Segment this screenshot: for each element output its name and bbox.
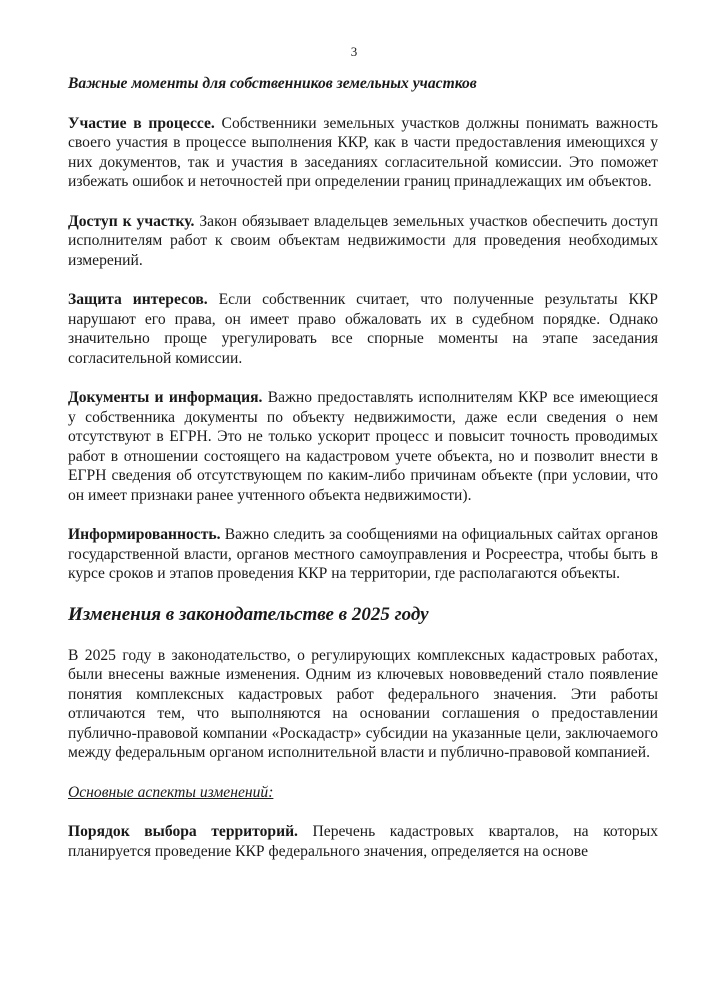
paragraph-text: Важно следить за сообщениями на официальных сайтах органов государственной власти, органов местного самоуправления и Росреестра, чтобы быть в курсе сроков и этапов проведения ККР на территории, где располагаются объекты. [68,526,658,582]
document-body [68,74,658,881]
paragraph-text: Важно предоставлять исполнителям ККР все имеющиеся у собственника документы по объекту недвижимости, даже если сведения о нем отсутствуют в ЕГРН. Это не только ускорит процесс и повысит точность проводимых работ в отношении состоящего на кадастровом учете объекта, но и позволит внести в ЕГРН сведения об отсутствующем по каким-либо причинам объекте (при условии, что он имеет признаки ранее учтенного объекта недвижимости). [68,389,658,504]
section-heading-owners: Важные моменты для собственников земельных участков [68,75,477,92]
paragraph-text: Собственники земельных участков должны понимать важность своего участия в процессе выполнения ККР, как в части предоставления имеющихся у них документов, так и участия в заседаниях согласительной комиссии. Это поможет избежать ошибок и неточностей при определении границ принадлежащих им объектов. [68,114,658,190]
paragraph-lead: Порядок выбора территорий. [68,823,298,840]
paragraph-access [68,212,658,271]
paragraph-lead: Защита интересов. [68,291,208,308]
paragraph-documents [68,388,658,505]
paragraph-lead: Документы и информация. [68,389,263,406]
paragraph-lead: Информированность. [68,526,221,543]
paragraph-lead: Доступ к участку. [68,212,195,230]
paragraph-awareness [68,525,658,584]
paragraph-protection [68,290,658,368]
paragraph-lead: Участие в процессе. [68,114,215,132]
paragraph-text: Перечень кадастровых кварталов, на которых планируется проведение ККР федерального значения, определяется на основе [68,823,658,860]
page-number: 3 [350,44,358,59]
paragraph-intro: В 2025 году в законодательство, о регулирующих комплексных кадастровых работах, были внесены важные изменения. Одним из ключевых нововведений стало появление понятия комплексных кадастровых работ федерального значения. Эти работы отличаются тем, что выполняются на основании соглашения о предоставлении публично-правовой компании «Роскадастр» субсидии на указанные цели, заключаемого между федеральным органом исполнительной власти и публично-правовой компанией. [68,646,658,761]
paragraph-participation [68,114,658,192]
section-heading-legislation: Изменения в законодательстве в 2025 году [68,603,429,625]
paragraph-territory-selection [68,822,658,861]
paragraph-text: Закон обязывает владельцев земельных участков обеспечить доступ исполнителям работ к своим объектам недвижимости для проведения необходимых измерений. [68,212,658,269]
subheading-aspects: Основные аспекты изменений: [68,783,274,801]
paragraph-text: Если собственник считает, что полученные результаты ККР нарушают его права, он имеет право обжаловать их в судебном порядке. Однако значительно проще урегулировать все спорные моменты на этапе заседания согласительной комиссии. [68,291,658,367]
